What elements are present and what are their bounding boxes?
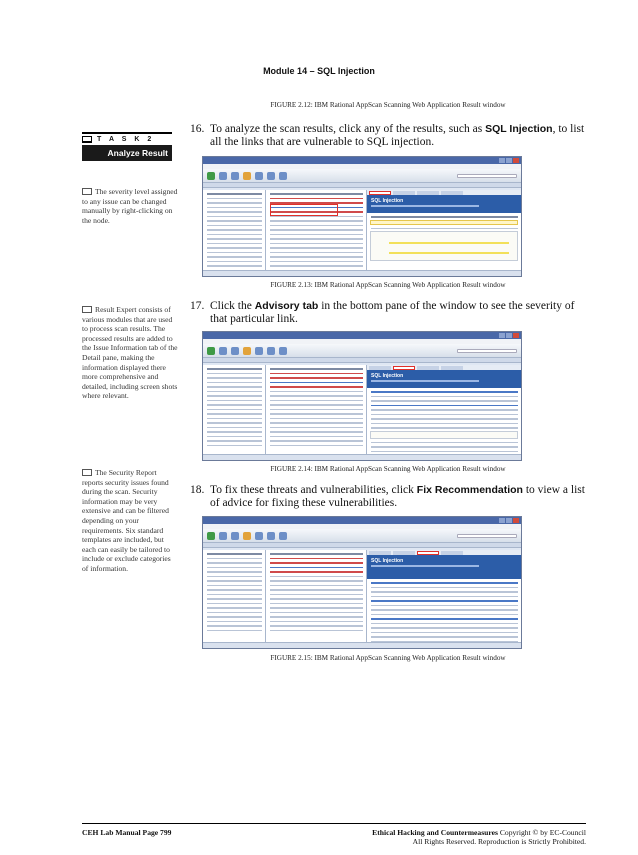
side-note-result-expert: Result Expert consists of various modules that are used to process scan results. The processed results are added to the Issue Information tab of the Detail pane, making the information displayed there more comprehensive and detailed, including screen shots where relevant. (82, 305, 178, 401)
book-icon (82, 306, 92, 313)
step-text: To analyze the scan results, click any of the results, such as SQL Injection, to list all the links that are vulnerable to SQL injection. (210, 123, 585, 148)
task-label-bar (82, 132, 172, 143)
figure-caption-2-13: FIGURE 2.13: IBM Rational AppScan Scanning Web Application Result window (270, 281, 506, 289)
step-bold-term: Fix Recommendation (416, 484, 523, 496)
task-label: T A S K 2 (97, 136, 155, 143)
figure-caption-2-12: FIGURE 2.12: IBM Rational AppScan Scanning Web Application Result window (270, 101, 506, 109)
module-title: Module 14 – SQL Injection (263, 66, 375, 76)
step-bold-term: Advisory tab (254, 300, 319, 312)
figure-caption-2-14: FIGURE 2.14: IBM Rational AppScan Scanning Web Application Result window (270, 465, 506, 473)
issues-pane (266, 190, 366, 270)
tree-pane (203, 365, 265, 454)
figure-caption-2-15: FIGURE 2.15: IBM Rational AppScan Scanning Web Application Result window (270, 654, 506, 662)
task-name: Analyze Result (82, 145, 172, 161)
side-note-severity: The severity level assigned to any issue can be changed manually by right-clicking on the node. (82, 187, 178, 225)
step-17 (190, 300, 586, 326)
detail-pane (367, 190, 521, 270)
detail-heading: SQL Injection (371, 558, 404, 564)
toolbar (203, 529, 521, 543)
screenshot-appscan-fix-recommendation (202, 516, 522, 649)
tree-pane (203, 190, 265, 270)
footer-page-label: CEH Lab Manual Page 799 (82, 828, 172, 837)
step-number: 16. (190, 123, 205, 135)
selected-link-highlight (270, 204, 338, 216)
step-18 (190, 484, 586, 510)
toolbar (203, 169, 521, 183)
footer-copyright: Ethical Hacking and Countermeasures Copyright © by EC-Council All Rights Reserved. Reproduction is Strictly Prohibited. (372, 828, 586, 847)
step-16 (190, 123, 586, 149)
detail-heading: SQL Injection (371, 373, 404, 379)
step-text: Click the Advisory tab in the bottom pane of the window to see the severity of that particular link. (210, 300, 575, 325)
page-footer (82, 823, 586, 847)
book-icon (82, 469, 92, 476)
step-text: To fix these threats and vulnerabilities, click Fix Recommendation to view a list of advice for fixing these vulnerabilities. (210, 484, 585, 509)
detail-pane (367, 365, 521, 454)
tree-pane (203, 550, 265, 642)
folder-icon (82, 188, 92, 195)
step-number: 18. (190, 484, 205, 496)
window-titlebar (203, 157, 521, 164)
toolbar (203, 344, 521, 358)
keyboard-icon (82, 136, 92, 143)
detail-pane (367, 550, 521, 642)
step-number: 17. (190, 300, 205, 312)
side-note-security-report: The Security Report reports security issues found during the scan. Security information may be very extensive and can be filtered depending on your requirements. Six standard templates are included, but each can easily be tailored to include or exclude categories of information. (82, 468, 171, 573)
screenshot-appscan-results (202, 156, 522, 277)
issues-pane (266, 365, 366, 454)
issues-pane (266, 550, 366, 642)
step-bold-term: SQL Injection (485, 123, 553, 135)
screenshot-appscan-advisory (202, 331, 522, 461)
window-titlebar (203, 517, 521, 524)
task-box (82, 132, 172, 161)
window-titlebar (203, 332, 521, 339)
detail-heading: SQL Injection (371, 198, 404, 204)
